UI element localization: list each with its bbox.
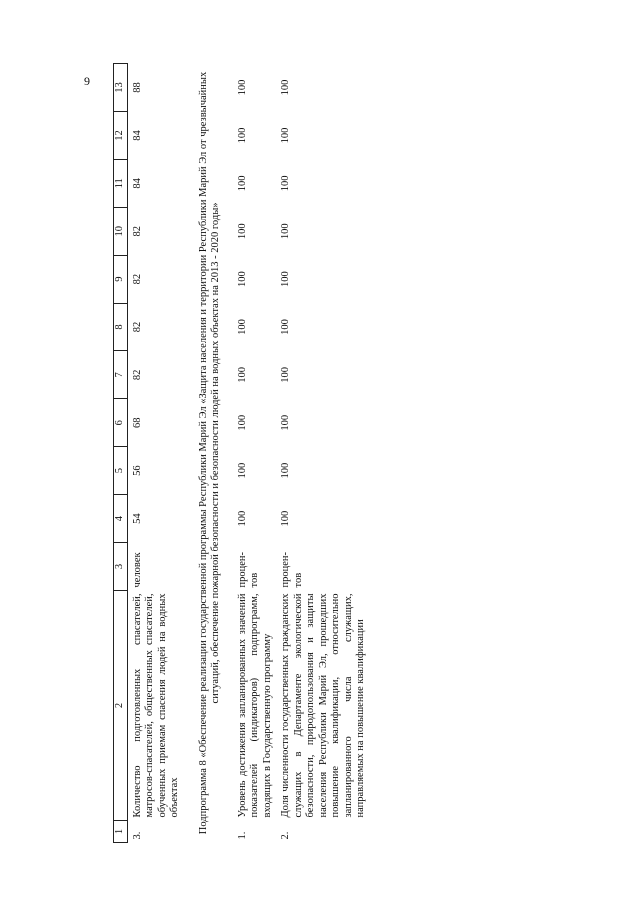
rotated-table-sheet — [113, 63, 513, 843]
value-cell: 100 — [280, 510, 291, 527]
value-cell: 100 — [236, 414, 248, 431]
value-cell: 82 — [131, 225, 143, 237]
value-cell: 82 — [131, 273, 143, 285]
value-cell: 56 — [131, 465, 143, 476]
value-cell: 100 — [280, 175, 291, 192]
value-cell: 84 — [131, 178, 143, 189]
value-cell: 100 — [236, 367, 248, 383]
value-cell: 84 — [131, 130, 143, 141]
indicator-name: Количество подготовленных спасателей, матросов-спасателей, общественных спасателей, обученных приемам спасения людей на водных объектах — [131, 593, 180, 818]
unit: процен-тов — [236, 551, 260, 588]
indicator-table — [113, 63, 370, 843]
value-cell: 100 — [236, 127, 248, 144]
subprogram-heading-row — [184, 64, 233, 843]
value-cell: 100 — [236, 79, 248, 96]
value-cell: 100 — [236, 223, 248, 240]
indicator-name: Доля численности государственных гражданских служащих в Департаменте экологической безопасности, природопользования и защиты населения Республики Марий Эл, прошедших повышение квалификации, относительно запланированного числа служащих, направляемых на повышение квалификации — [280, 593, 366, 818]
value-cell: 100 — [280, 79, 291, 96]
col-header: 2 — [114, 591, 128, 821]
value-cell: 100 — [236, 271, 248, 287]
value-cell: 100 — [236, 319, 248, 335]
subprogram-title: Подпрограмма 8 «Обеспечение реализации государственной программы Республики Марий Эл «Защита населения и территории Республики Марий Эл от чрезвычайных ситуаций, обеспечение пожарной безопасности и безопасности людей на водных объектах на 2013 - 2020 годы» — [197, 71, 221, 835]
value-cell: 54 — [131, 513, 143, 524]
value-cell: 68 — [131, 417, 143, 429]
value-cell: 100 — [280, 271, 291, 287]
row-number: 2. — [280, 831, 291, 840]
column-number-row — [114, 64, 128, 843]
col-header: 1 — [114, 821, 128, 843]
page-number: 9 — [84, 74, 90, 88]
value-cell: 100 — [280, 223, 291, 240]
col-header: 4 — [114, 495, 128, 543]
col-header: 12 — [114, 111, 128, 159]
value-cell: 100 — [236, 175, 248, 192]
col-header: 6 — [114, 399, 128, 447]
table-row — [127, 64, 184, 843]
row-number: 3. — [131, 831, 143, 840]
value-cell: 82 — [131, 369, 143, 381]
table-row — [276, 64, 370, 843]
value-cell: 100 — [280, 319, 291, 335]
value-cell: 100 — [280, 462, 291, 479]
value-cell: 100 — [280, 127, 291, 144]
value-cell: 88 — [131, 82, 143, 93]
col-header: 5 — [114, 447, 128, 495]
table-row — [233, 64, 277, 843]
col-header: 11 — [114, 159, 128, 207]
value-cell: 100 — [236, 462, 248, 479]
value-cell: 100 — [280, 367, 291, 383]
value-cell: 100 — [280, 414, 291, 431]
col-header: 7 — [114, 351, 128, 399]
col-header: 8 — [114, 303, 128, 351]
value-cell: 82 — [131, 321, 143, 333]
row-number: 1. — [236, 831, 248, 840]
col-header: 9 — [114, 255, 128, 303]
indicator-name: Уровень достижения запланированных значений показателей (индикаторов) подпрограмм, входящих в Государственную программу — [236, 593, 273, 818]
unit: человек — [131, 552, 143, 588]
col-header: 3 — [114, 543, 128, 591]
unit: процен-тов — [280, 551, 304, 588]
value-cell: 100 — [236, 510, 248, 527]
col-header: 10 — [114, 207, 128, 255]
col-header: 13 — [114, 64, 128, 112]
